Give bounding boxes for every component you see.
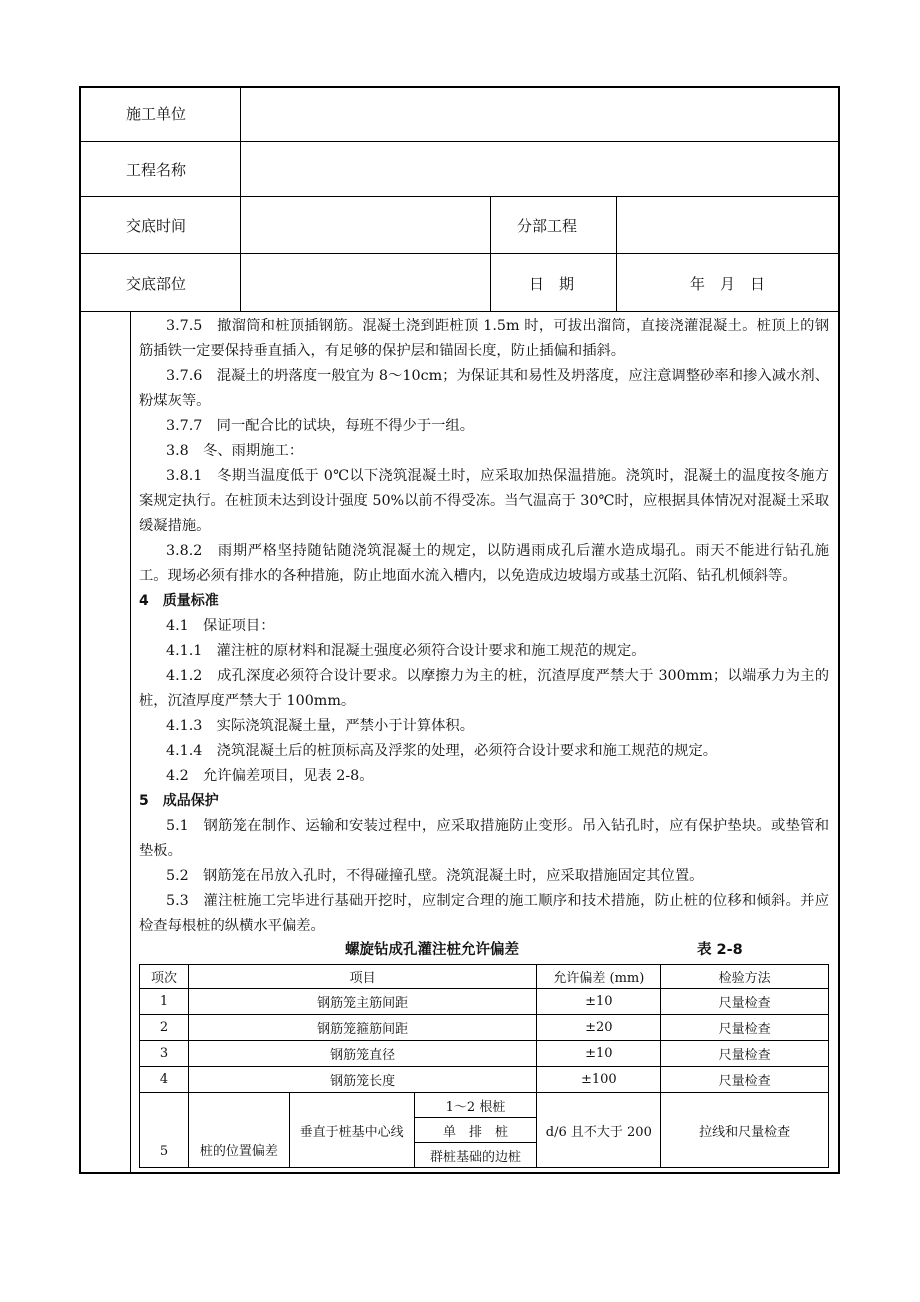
- project-name-label: 工程名称: [126, 161, 187, 179]
- table-row: [140, 1093, 829, 1118]
- row-method: 尺量检查: [661, 1015, 829, 1041]
- header-divider: [240, 87, 241, 311]
- row-item: 桩的位置偏差: [188, 1093, 289, 1168]
- paragraph: 3.7.6 混凝土的坍落度一般宜为 8～10cm；为保证其和易性及坍落度，应注意调整砂率和掺入减水剂、粉煤灰等。: [139, 368, 829, 409]
- row-tolerance: d/6 且不大于 200: [537, 1093, 661, 1168]
- row-item: 钢筋笼直径: [188, 1041, 536, 1067]
- row-item: 钢筋笼箍筋间距: [188, 1015, 536, 1041]
- header-divider: [80, 253, 840, 254]
- row-number: 2: [140, 1015, 189, 1041]
- header-divider: [80, 196, 840, 197]
- sub-project-label: 分部工程: [517, 217, 578, 235]
- paragraph: 3.7.7 同一配合比的试块，每班不得少于一组。: [166, 418, 475, 434]
- row-method: 尺量检查: [661, 1041, 829, 1067]
- paragraph: 5.2 钢筋笼在吊放入孔时，不得碰撞孔壁。浇筑混凝土时，应采取措施固定其位置。: [166, 868, 704, 884]
- content-margin-line: [130, 312, 131, 1174]
- paragraph: 3.8.2 雨期严格坚持随钻随浇筑混凝土的规定，以防遇雨成孔后灌水造成塌孔。雨天不能进行钻孔施工。现场必须有排水的各种措施，防止地面水流入槽内，以免造成边坡塌方或基土沉陷、钻孔机倾斜等。: [139, 543, 829, 584]
- paragraph: 3.8 冬、雨期施工：: [166, 443, 304, 459]
- column-header: 允许偏差 (mm): [537, 965, 661, 989]
- row-method: 拉线和尺量检查: [661, 1093, 829, 1168]
- date-value: 年 月 日: [690, 275, 766, 293]
- header-divider: [80, 311, 840, 312]
- construction-unit-label: 施工单位: [126, 105, 187, 123]
- paragraph: 4.1.4 浇筑混凝土后的桩顶标高及浮浆的处理，必须符合设计要求和施工规范的规定。: [166, 743, 718, 759]
- column-header: 项次: [140, 965, 189, 989]
- date-label: 日 期: [529, 275, 575, 293]
- row-case: 1～2 根桩: [414, 1093, 537, 1118]
- section-heading: 4 质量标准: [139, 593, 219, 609]
- table-row: [140, 989, 829, 1015]
- paragraph: 4.2 允许偏差项目，见表 2-8。: [166, 768, 374, 784]
- row-tolerance: ±100: [537, 1067, 661, 1093]
- row-item: 钢筋笼主筋间距: [188, 989, 536, 1015]
- paragraph: 5.3 灌注桩施工完毕进行基础开挖时，应制定合理的施工顺序和技术措施，防止桩的位移和倾斜。并应检查每根桩的纵横水平偏差。: [139, 893, 829, 934]
- table-number: 表 2-8: [697, 942, 743, 958]
- row-tolerance: ±20: [537, 1015, 661, 1041]
- paragraph: 3.8.1 冬期当温度低于 0℃以下浇筑混凝土时，应采取加热保温措施。浇筑时，混凝土的温度按冬施方案规定执行。在桩顶未达到设计强度 50%以前不得受冻。当气温高于 30℃时，应根据具体情况对混凝土采取缓凝措施。: [139, 468, 829, 534]
- table-header-row: [140, 965, 829, 989]
- handover-location-label: 交底部位: [126, 275, 187, 293]
- paragraph: 4.1.1 灌注桩的原材料和混凝土强度必须符合设计要求和施工规范的规定。: [166, 643, 646, 659]
- paragraph: 5.1 钢筋笼在制作、运输和安装过程中，应采取措施防止变形。吊入钻孔时，应有保护垫块。或垫管和垫板。: [139, 818, 829, 859]
- section-heading: 5 成品保护: [139, 793, 219, 809]
- handover-time-label: 交底时间: [126, 217, 187, 235]
- body-text: [139, 314, 829, 939]
- header-divider: [80, 141, 840, 142]
- row-tolerance: ±10: [537, 1041, 661, 1067]
- paragraph: 3.7.5 撤溜筒和桩顶插钢筋。混凝土浇到距桩顶 1.5m 时，可拔出溜筒，直接浇灌混凝土。桩顶上的钢筋插铁一定要保持垂直插入，有足够的保护层和锚固长度，防止插偏和插斜。: [139, 318, 829, 359]
- row-case: 群桩基础的边桩: [414, 1143, 537, 1168]
- header-divider: [490, 197, 491, 311]
- row-tolerance: ±10: [537, 989, 661, 1015]
- table-row: [140, 1041, 829, 1067]
- paragraph: 4.1 保证项目：: [166, 618, 275, 634]
- column-header: 检验方法: [661, 965, 829, 989]
- paragraph: 4.1.3 实际浇筑混凝土量，严禁小于计算体积。: [166, 718, 475, 734]
- table-row: [140, 1015, 829, 1041]
- paragraph: 4.1.2 成孔深度必须符合设计要求。以摩擦力为主的桩，沉渣厚度严禁大于 300mm；以端承力为主的桩，沉渣厚度严禁大于 100mm。: [139, 668, 829, 709]
- row-method: 尺量检查: [661, 1067, 829, 1093]
- tolerance-table: [139, 964, 829, 1168]
- table-row: [140, 1067, 829, 1093]
- row-subitem: 垂直于桩基中心线: [289, 1093, 414, 1168]
- row-item: 钢筋笼长度: [188, 1067, 536, 1093]
- column-header: 项目: [188, 965, 536, 989]
- row-number: 4: [140, 1067, 189, 1093]
- row-number: 5: [140, 1093, 189, 1168]
- row-number: 3: [140, 1041, 189, 1067]
- row-number: 1: [140, 989, 189, 1015]
- row-method: 尺量检查: [661, 989, 829, 1015]
- table-title: 螺旋钻成孔灌注桩允许偏差: [345, 942, 519, 958]
- row-case: 单 排 桩: [414, 1118, 537, 1143]
- header-divider: [616, 197, 617, 311]
